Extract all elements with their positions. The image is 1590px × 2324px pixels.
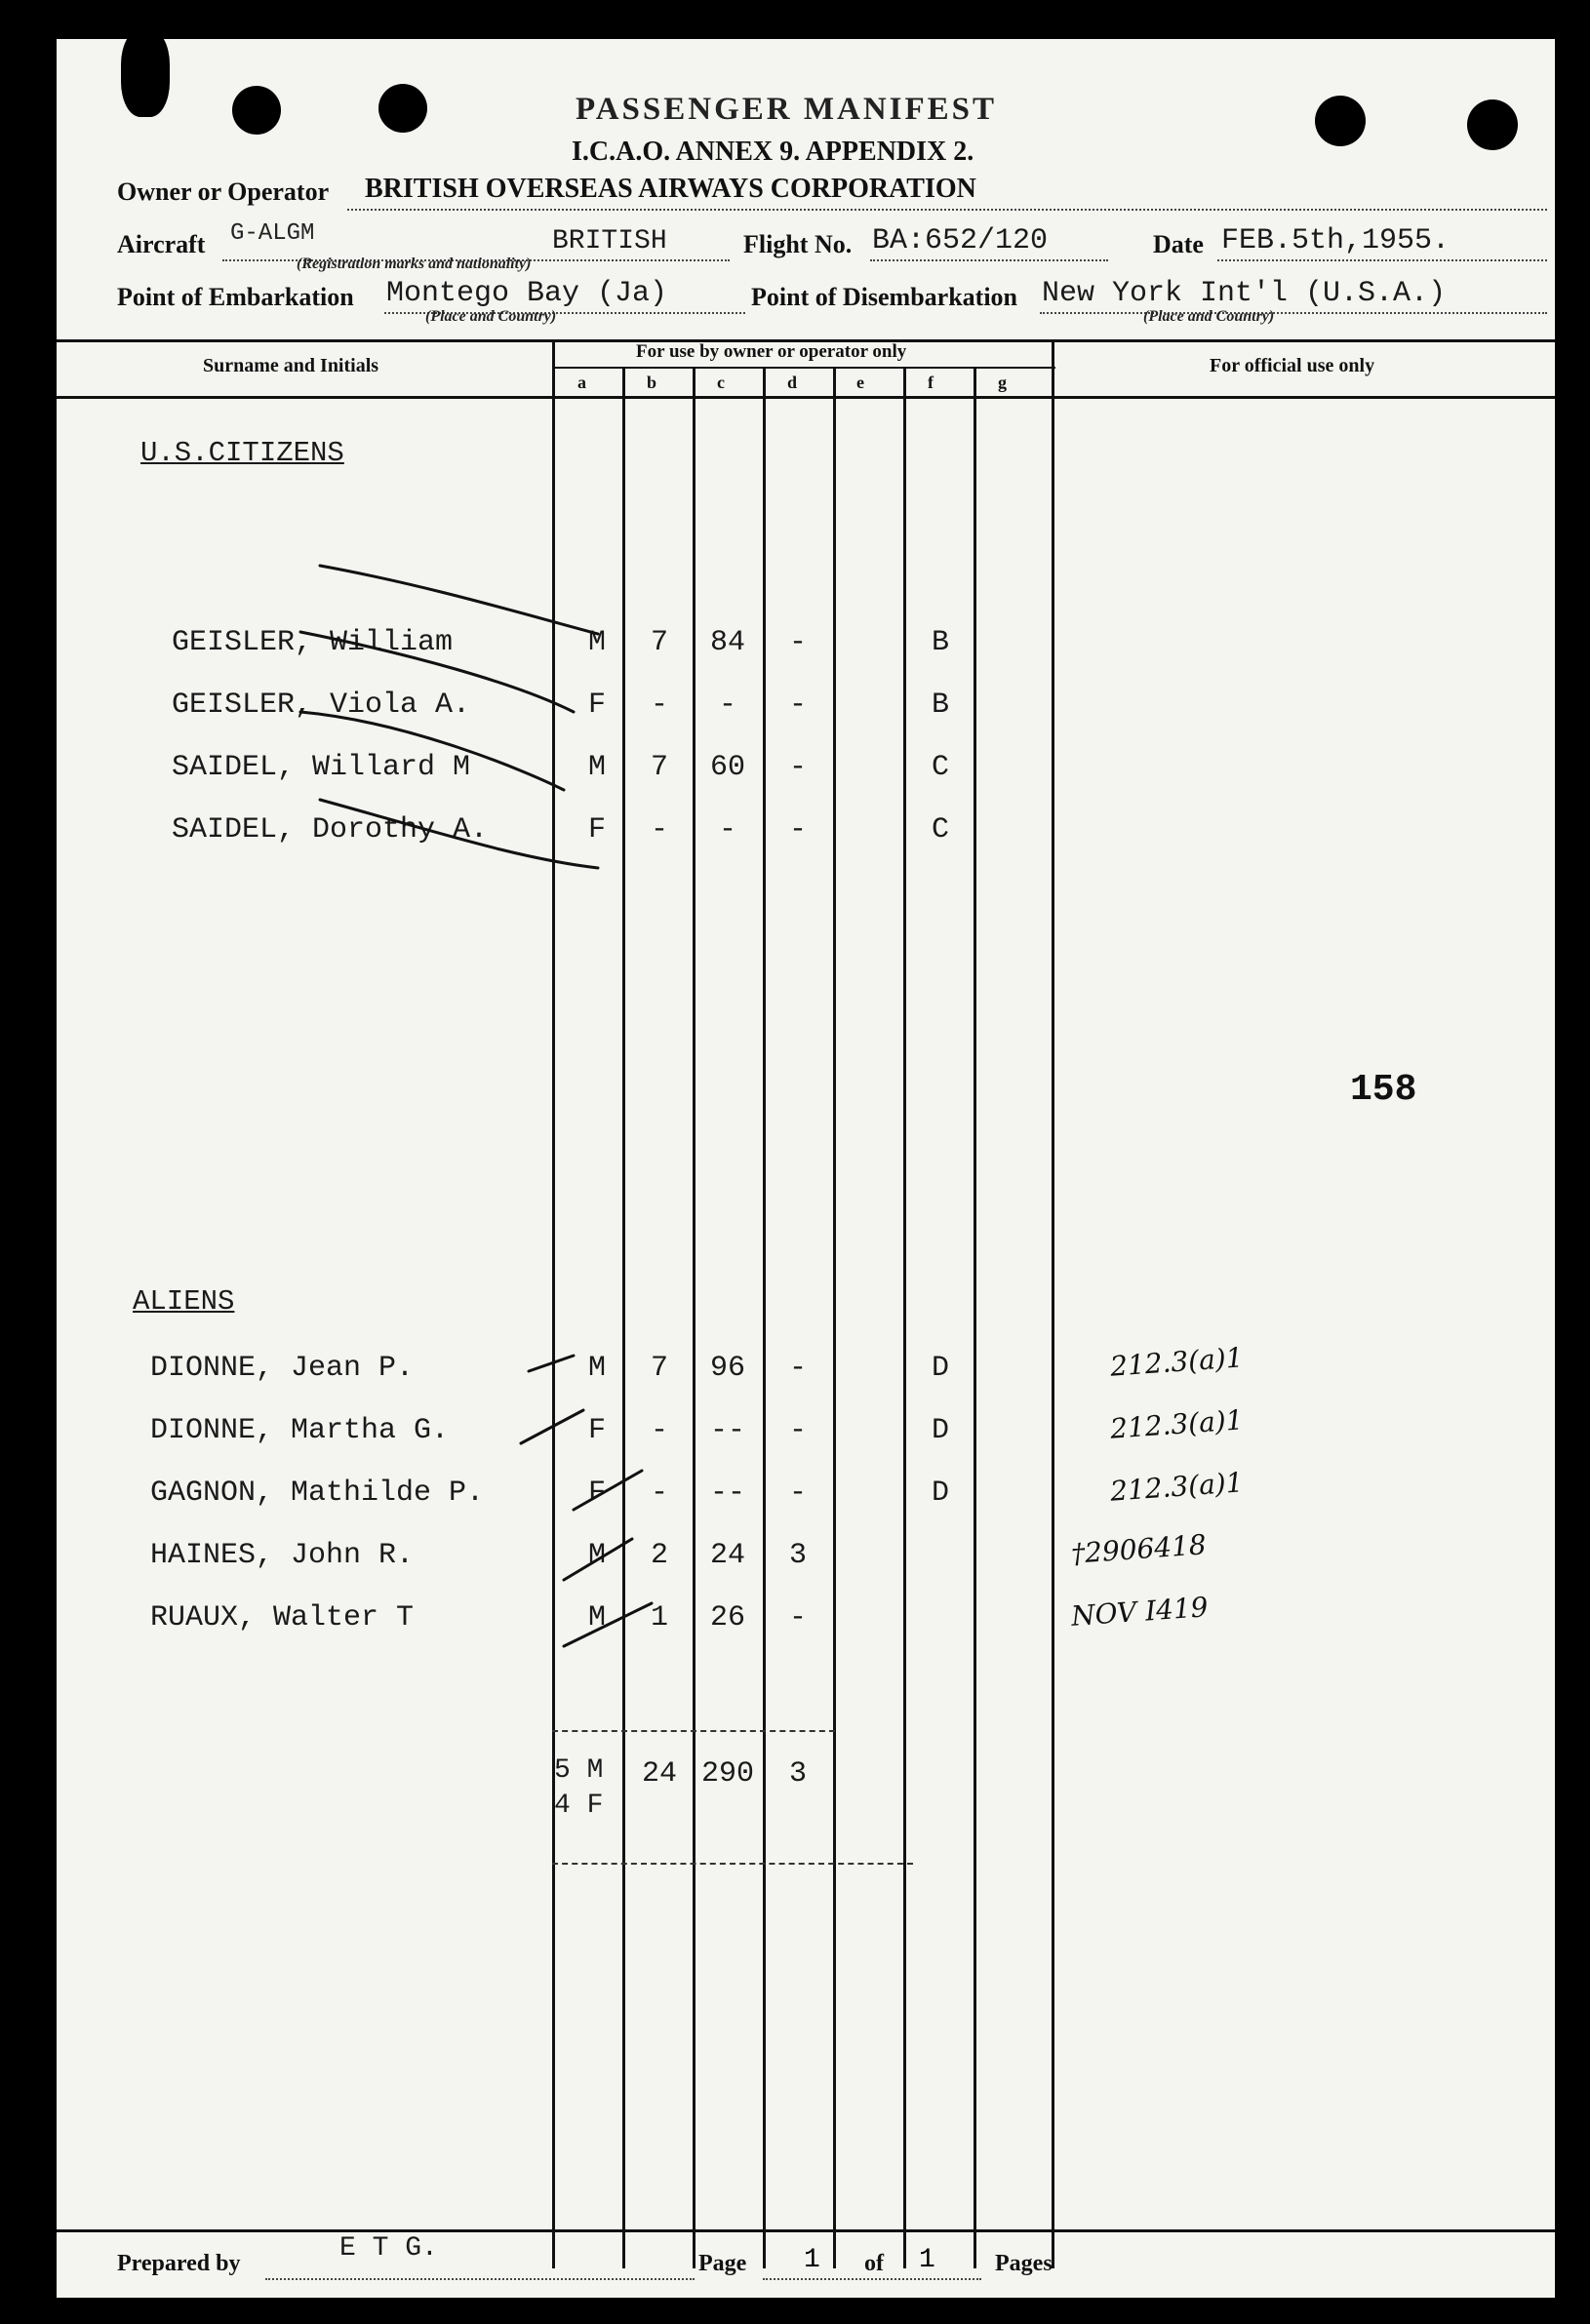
cell-a: M xyxy=(587,751,606,784)
cell-c: 26 xyxy=(709,1601,745,1635)
cell-f: B xyxy=(931,626,949,659)
total-a-male: 5 M xyxy=(554,1755,604,1786)
cell-c: - xyxy=(718,689,736,722)
col-letter-c: c xyxy=(717,373,725,392)
cell-d: - xyxy=(788,1477,807,1510)
passenger-name: RUAUX, Walter T xyxy=(150,1601,415,1635)
official-note: NOV I419 xyxy=(1070,1591,1210,1633)
official-note: 212.3(a)1 xyxy=(1109,1403,1245,1445)
cell-c: 84 xyxy=(709,626,745,659)
cell-c: 96 xyxy=(709,1352,745,1385)
cell-c: -- xyxy=(709,1477,745,1510)
embark-value: Montego Bay (Ja) xyxy=(386,277,668,310)
section-us-citizens: U.S.CITIZENS xyxy=(140,437,344,469)
cell-d: - xyxy=(788,751,807,784)
passenger-name: HAINES, John R. xyxy=(150,1539,415,1572)
passenger-name: SAIDEL, Dorothy A. xyxy=(172,813,489,847)
passenger-name: GEISLER, Viola A. xyxy=(172,689,471,722)
flight-value: BA:652/120 xyxy=(872,224,1049,257)
cell-f: C xyxy=(931,813,949,847)
cell-b: - xyxy=(650,1414,668,1447)
total-d: 3 xyxy=(788,1757,807,1791)
cell-a: F xyxy=(587,813,606,847)
aircraft-label: Aircraft xyxy=(117,230,206,258)
cell-d: - xyxy=(788,1414,807,1447)
cell-f: D xyxy=(931,1414,949,1447)
cell-b: - xyxy=(650,1477,668,1510)
section-aliens: ALIENS xyxy=(133,1285,235,1318)
cell-b: 7 xyxy=(650,1352,668,1385)
cell-f: C xyxy=(931,751,949,784)
of-label: of xyxy=(864,2251,884,2276)
cell-f: D xyxy=(931,1352,949,1385)
cell-a: M xyxy=(587,1539,606,1572)
stamp-number: 158 xyxy=(1350,1069,1417,1111)
cell-b: 7 xyxy=(650,751,668,784)
cell-f: B xyxy=(931,689,949,722)
col-letter-g: g xyxy=(998,373,1007,392)
passenger-name: GAGNON, Mathilde P. xyxy=(150,1477,485,1510)
disembark-label: Point of Disembarkation xyxy=(751,283,1017,311)
cell-a: M xyxy=(587,626,606,659)
aircraft-hint: (Registration marks and nationality) xyxy=(297,256,532,272)
cell-a: F xyxy=(587,1477,606,1510)
cell-f: D xyxy=(931,1477,949,1510)
col-letter-d: d xyxy=(787,373,798,392)
passenger-name: DIONNE, Martha G. xyxy=(150,1414,450,1447)
document-subtitle: I.C.A.O. ANNEX 9. APPENDIX 2. xyxy=(572,137,974,167)
page-label: Page xyxy=(698,2251,747,2276)
passenger-name: GEISLER, William xyxy=(172,626,454,659)
prepared-dotline xyxy=(265,2278,695,2280)
total-c: 290 xyxy=(700,1757,754,1791)
total-b: 24 xyxy=(641,1757,677,1791)
cell-d: - xyxy=(788,813,807,847)
col-letter-a: a xyxy=(577,373,586,392)
pages-label: Pages xyxy=(995,2251,1053,2276)
cell-a: M xyxy=(587,1601,606,1635)
passenger-name: SAIDEL, Willard M xyxy=(172,751,471,784)
page-dotline xyxy=(763,2278,981,2280)
footer-rule xyxy=(57,2229,1555,2232)
prepared-label: Prepared by xyxy=(117,2251,241,2276)
cell-d: - xyxy=(788,1601,807,1635)
cell-b: 1 xyxy=(650,1601,668,1635)
col-owner-group-header: For use by owner or operator only xyxy=(636,341,907,362)
cell-c: -- xyxy=(709,1414,745,1447)
aircraft-nationality: BRITISH xyxy=(552,226,667,256)
page-value: 1 xyxy=(804,2245,820,2275)
cell-d: 3 xyxy=(788,1539,807,1572)
cell-b: 2 xyxy=(650,1539,668,1572)
col-letter-b: b xyxy=(647,373,657,392)
embark-hint: (Place and Country) xyxy=(425,308,557,325)
owner-label: Owner or Operator xyxy=(117,177,330,206)
manifest-sheet xyxy=(57,39,1555,2298)
disembark-hint: (Place and Country) xyxy=(1143,308,1275,325)
prepared-value: E T G. xyxy=(339,2233,438,2264)
cell-d: - xyxy=(788,1352,807,1385)
official-note: †2906418 xyxy=(1070,1528,1208,1570)
cell-c: 60 xyxy=(709,751,745,784)
cell-a: F xyxy=(587,689,606,722)
owner-value: BRITISH OVERSEAS AIRWAYS CORPORATION xyxy=(365,174,976,204)
cell-b: - xyxy=(650,689,668,722)
cell-a: M xyxy=(587,1352,606,1385)
cell-b: 7 xyxy=(650,626,668,659)
aircraft-value: G-ALGM xyxy=(230,220,315,247)
official-note: 212.3(a)1 xyxy=(1109,1466,1245,1508)
cell-d: - xyxy=(788,689,807,722)
cell-d: - xyxy=(788,626,807,659)
passenger-name: DIONNE, Jean P. xyxy=(150,1352,415,1385)
official-note: 212.3(a)1 xyxy=(1109,1341,1245,1383)
date-label: Date xyxy=(1153,230,1204,258)
date-value: FEB.5th,1955. xyxy=(1221,224,1451,257)
flight-label: Flight No. xyxy=(743,230,853,258)
cell-c: - xyxy=(718,813,736,847)
cell-a: F xyxy=(587,1414,606,1447)
total-a-female: 4 F xyxy=(554,1791,604,1821)
col-surname-header: Surname and Initials xyxy=(203,355,379,376)
disembark-value: New York Int'l (U.S.A.) xyxy=(1042,277,1447,310)
cell-c: 24 xyxy=(709,1539,745,1572)
col-official-header: For official use only xyxy=(1210,355,1375,376)
col-letter-e: e xyxy=(856,373,864,392)
of-value: 1 xyxy=(919,2245,935,2275)
cell-b: - xyxy=(650,813,668,847)
embark-label: Point of Embarkation xyxy=(117,283,354,311)
col-letter-f: f xyxy=(928,373,934,392)
pen-check-marks xyxy=(57,39,1555,2298)
document-title: PASSENGER MANIFEST xyxy=(576,92,998,127)
